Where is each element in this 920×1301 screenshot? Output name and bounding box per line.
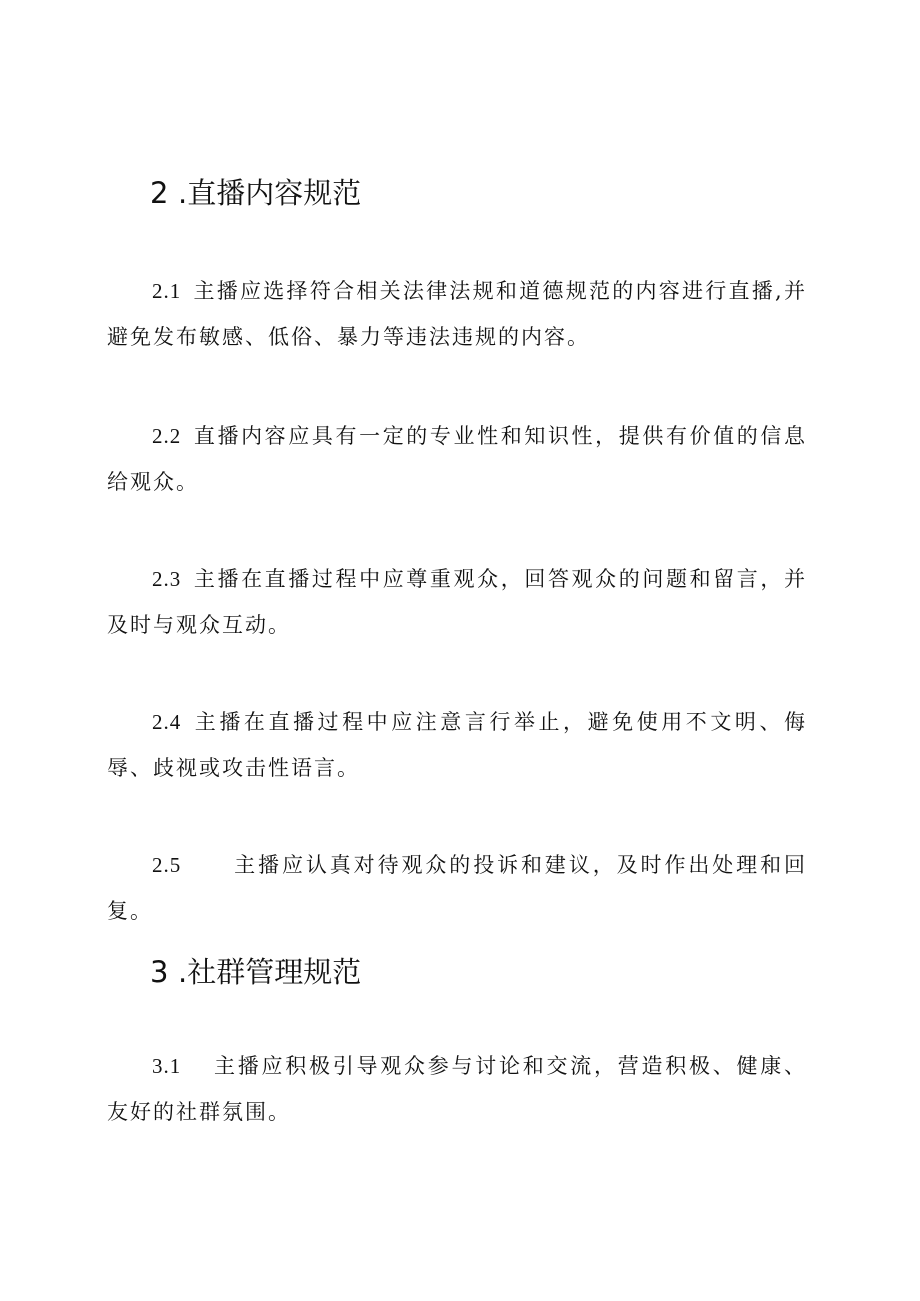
paragraph-text: 主播应认真对待观众的投诉和建议，及时作出处理和回复。: [107, 853, 807, 923]
paragraph-number: 2.3: [152, 567, 182, 591]
paragraph-text: 主播应选择符合相关法律法规和道德规范的内容进行直播,并避免发布敏感、低俗、暴力等违法违规的内容。: [107, 279, 807, 349]
paragraph-number: 2.2: [152, 424, 182, 448]
paragraph-2-5: [107, 842, 807, 934]
section-number: 2: [150, 176, 169, 210]
paragraph-2-2: [107, 413, 807, 505]
section-title: .社群管理规范: [178, 955, 362, 989]
paragraph-2-3: [107, 556, 807, 648]
paragraph-text: 主播应积极引导观众参与讨论和交流，营造积极、健康、友好的社群氛围。: [107, 1054, 807, 1124]
section-title: .直播内容规范: [178, 176, 362, 210]
paragraph-number: 2.1: [152, 279, 182, 303]
paragraph-text: 主播在直播过程中应尊重观众，回答观众的问题和留言，并及时与观众互动。: [107, 567, 807, 637]
paragraph-text: 主播在直播过程中应注意言行举止，避免使用不文明、侮辱、歧视或攻击性语言。: [107, 710, 807, 780]
paragraph-number: 2.5: [152, 853, 182, 877]
paragraph-3-1: [107, 1043, 807, 1135]
paragraph-number: 2.4: [152, 710, 182, 734]
paragraph-text: 直播内容应具有一定的专业性和知识性，提供有价值的信息给观众。: [107, 424, 807, 494]
paragraph-number: 3.1: [152, 1054, 182, 1078]
section-heading-3: [150, 955, 361, 989]
section-number: 3: [150, 955, 169, 989]
paragraph-2-1: [107, 268, 807, 360]
paragraph-2-4: [107, 699, 807, 791]
section-heading-2: [150, 176, 361, 210]
